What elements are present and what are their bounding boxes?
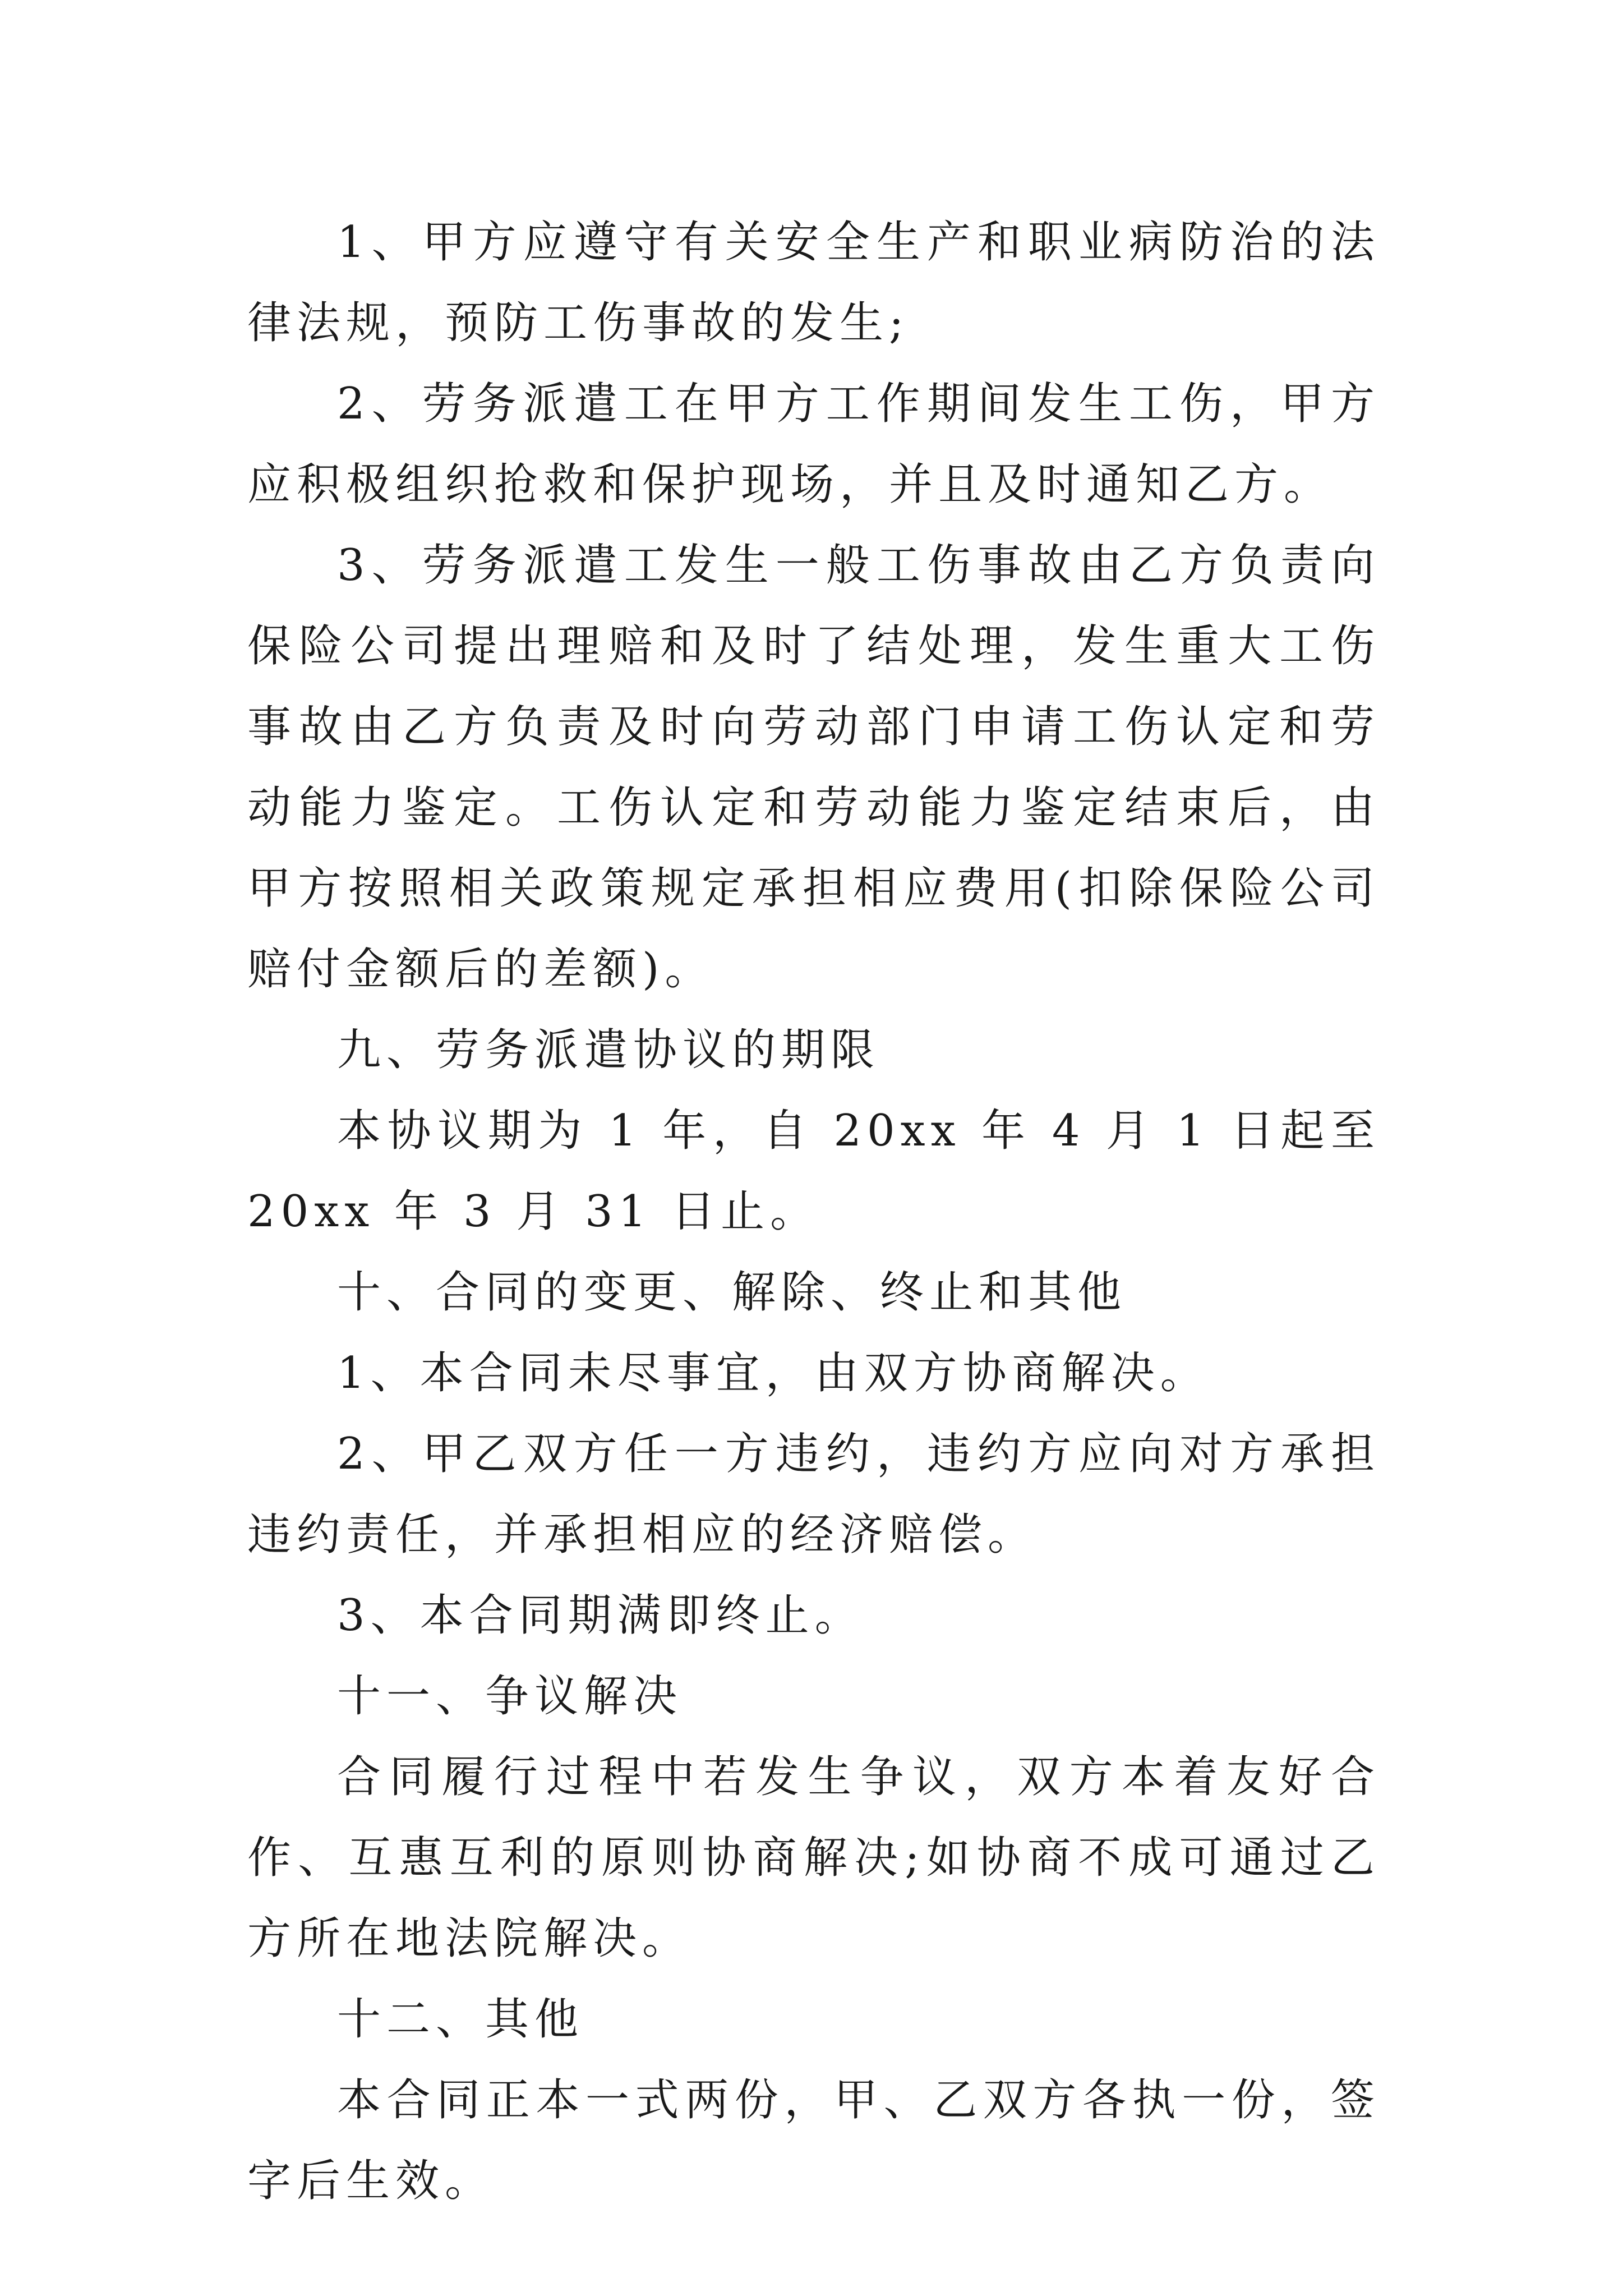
document-body — [247, 202, 1380, 2221]
paragraph-other: 本合同正本一式两份，甲、乙双方各执一份，签字后生效。 — [247, 2075, 1380, 2206]
paragraph-clause-10-1: 1、本合同未尽事宜，由双方协商解决。 — [337, 1348, 1210, 1398]
section-heading-11: 十一、争议解决 — [337, 1671, 683, 1722]
section-heading-10: 十、合同的变更、解除、终止和其他 — [337, 1267, 1127, 1318]
paragraph-clause-10-3: 3、本合同期满即终止。 — [337, 1590, 864, 1641]
paragraph-clause-10-2: 2、甲乙双方任一方违约，违约方应向对方承担违约责任，并承担相应的经济赔偿。 — [247, 1429, 1380, 1560]
paragraph-clause-8-2: 2、劳务派遣工在甲方工作期间发生工伤，甲方应积极组织抢救和保护现场，并且及时通知乙方。 — [247, 379, 1380, 510]
paragraph-clause-8-3: 3、劳务派遣工发生一般工伤事故由乙方负责向保险公司提出理赔和及时了结处理，发生重大工伤事故由乙方负责及时向劳动部门申请工伤认定和劳动能力鉴定。工伤认定和劳动能力鉴定结束后，由甲方按照相关政策规定承担相应费用(扣除保险公司赔付金额后的差额)。 — [247, 540, 1380, 995]
paragraph-dispute-resolution: 合同履行过程中若发生争议，双方本着友好合作、互惠互利的原则协商解决;如协商不成可通过乙方所在地法院解决。 — [247, 1752, 1380, 1964]
section-heading-12: 十二、其他 — [337, 1994, 584, 2045]
paragraph-clause-8-1: 1、甲方应遵守有关安全生产和职业病防治的法律法规，预防工伤事故的发生; — [247, 217, 1380, 348]
section-heading-9: 九、劳务派遣协议的期限 — [337, 1025, 880, 1075]
paragraph-term: 本协议期为 1 年，自 20xx 年 4 月 1 日起至 20xx 年 3 月 31 日止。 — [247, 1106, 1380, 1237]
